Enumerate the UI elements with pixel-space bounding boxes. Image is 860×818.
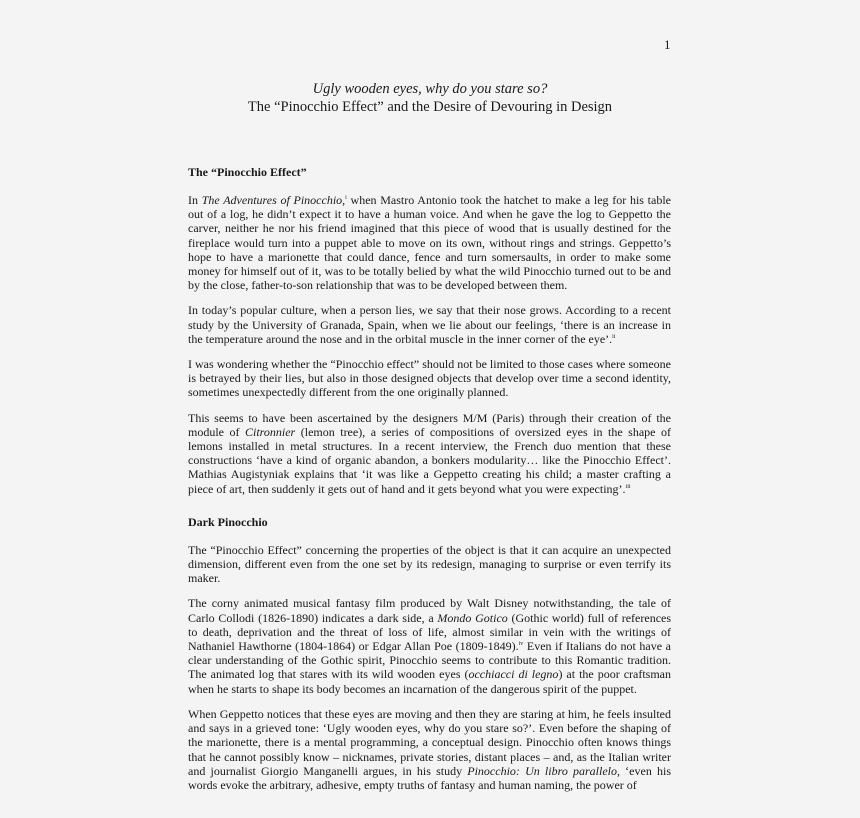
- document-body: [188, 165, 671, 792]
- page-number: 1: [664, 37, 671, 52]
- paragraph: The corny animated musical fantasy film produced by Walt Disney notwithstanding, the tale of Carlo Collodi (1826-1890) indicates a dark side, a Mondo Gotico (Gothic world) full of references to death, deprivation and the threat of loss of life, almost similar in vein with the writings of Nathaniel Hawthorne (1804-1864) or Edgar Allan Poe (1809-1849).$^{iv}$ Even if Italians do not have a clear understanding of the Gothic spirit, Pinocchio seems to contribute to this Romantic tradition. The animated log that stares with its wild wooden eyes (occhiacci di legno) at the poor craftsman when he starts to shape its body becomes an incarnation of the dangerous spirit of the puppet.: [188, 596, 672, 696]
- footnote-marker[interactable]: i: [345, 195, 347, 201]
- paragraph: This seems to have been ascertained by the designers M/M (Paris) through their creation of the module of Citronnier (lemon tree), a series of compositions of oversized eyes in the shape of lemons installed in metal structures. In a recent interview, the French duo mention that these constructions ‘have a kind of organic abandon, a bonkers modularity… like the Pinocchio Effect’. Mathias Augistyniak explains that ‘it was like a Geppetto creating his child; a master crafting a piece of art, then suddenly it gets out of hand and it gets beyond what you were expecting’.$^{iii}$: [188, 410, 671, 496]
- paragraph: The “Pinocchio Effect” concerning the properties of the object is that it can acquire an unexpected dimension, different even from the one set by its redesign, managing to surprise or even terrify its maker.: [188, 542, 671, 586]
- paragraph: In The Adventures of Pinocchio,$^i$ when Mastro Antonio took the hatchet to make a leg for his table out of a log, he didn’t expect it to have a human voice. And when he gave the log to Geppetto the carver, neither he nor his friend imagined that this piece of wood that is usually destined for the fireplace would turn into a puppet able to move on its own, without rings and strings. Geppetto’s hope to have a marionette that could dance, fence and turn somersaults, in order to make some money for himself out of it, was to be totally belied by what the wild Pinocchio turned out to be and by the close, father-to-son relationship that was to be developed between them.: [188, 193, 671, 293]
- paragraph: I was wondering whether the “Pinocchio effect” should not be limited to those cases where someone is betrayed by their lies, but also in those designed objects that develop over time a second identity, sometimes unexpectedly different from the one originally planned.: [188, 357, 671, 400]
- title-line-1: Ugly wooden eyes, why do you stare so?: [312, 81, 548, 97]
- italic-term: occhiacci di legno: [468, 667, 559, 682]
- footnote-marker[interactable]: iii: [625, 483, 631, 490]
- footnote-marker[interactable]: iv: [518, 641, 524, 648]
- title-block: [0, 80, 860, 116]
- book-title: The Adventures of Pinocchio: [201, 193, 343, 207]
- section-heading-pinocchio-effect: The “Pinocchio Effect”: [188, 165, 307, 179]
- section-heading-dark-pinocchio: Dark Pinocchio: [188, 514, 268, 529]
- footnote-marker[interactable]: ii: [612, 333, 616, 340]
- book-title: Pinocchio: Un libro parallelo: [467, 763, 617, 778]
- paragraph: In today’s popular culture, when a person lies, we say that their nose grows. According to a recent study by the University of Granada, Spain, when we lie about our feelings, ‘there is an increase in the temperature around the nose and in the orbital muscle in the inner corner of the eye’.$^{ii}$: [188, 303, 671, 346]
- italic-term: Mondo Gotico: [437, 610, 508, 625]
- work-title: Citronnier: [245, 424, 296, 439]
- paragraph: When Geppetto notices that these eyes are moving and then they are staring at him, he feels insulted and says in a grieved tone: ‘Ugly wooden eyes, why do you stare so?’. Even before the shaping of the marionette, there is a mental programming, a conceptual design. Pinocchio often knows things that he cannot possibly know – nicknames, private stories, distant places – and, as the Italian writer and journalist Giorgio Manganelli argues, in his study Pinocchio: Un libro parallelo, ‘even his words evoke the arbitrary, adhesive, empty truths of fantasy and human naming, the power of: [188, 706, 672, 792]
- title-line-2: The “Pinocchio Effect” and the Desire of Devouring in Design: [247, 99, 613, 115]
